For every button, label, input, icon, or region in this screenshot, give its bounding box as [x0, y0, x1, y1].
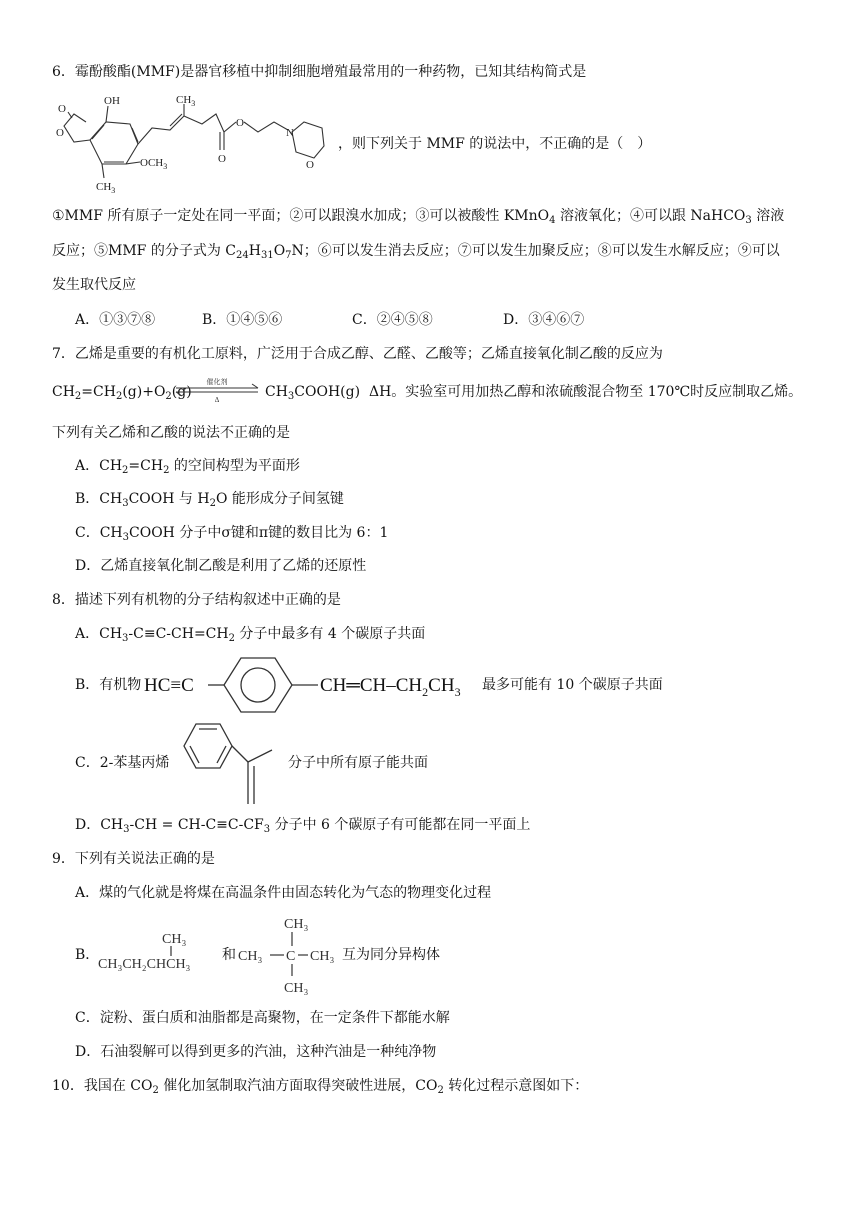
q8-b-structure [144, 652, 480, 718]
svg-text:CH3 [96, 181, 115, 195]
neopentane-right: CH₃ [310, 949, 335, 964]
catalyst-label: 催化剂 [206, 378, 228, 386]
q10-stem: 10．我国在 $CO_2$ 催化加氢制取汽油方面取得突破性进展，$CO_2$ 转化过程示意图如下： [52, 1078, 589, 1096]
q7-stem: 7．乙烯是重要的有机化工原料，广泛用于合成乙醇、乙醛、乙酸等；乙烯直接氧化制乙酸的反应为 [52, 346, 663, 362]
mmf-n: N [286, 127, 294, 139]
q6-option-b[interactable]: B．①④⑤⑥ [202, 312, 283, 328]
q7-option-b[interactable]: B．$CH_3COOH$ 与 $H_2O$ 能形成分子间氢键 [75, 491, 344, 509]
q8-option-b-prefix[interactable]: B．有机物 [75, 677, 142, 693]
ethynyl-group: HC≡C [144, 675, 194, 696]
q9-stem: 9．下列有关说法正确的是 [52, 851, 215, 867]
q7-option-d[interactable]: D．乙烯直接氧化制乙酸是利用了乙烯的还原性 [75, 558, 367, 574]
q9-option-c[interactable]: C．淀粉、蛋白质和油脂都是高聚物，在一定条件下都能水解 [75, 1010, 450, 1026]
neopentane-top: CH₃ [284, 917, 309, 932]
neopentane-left: CH₃ [238, 949, 263, 964]
mmf-och3-sub: 3 [163, 162, 168, 171]
q7-option-c[interactable]: C．$CH_3COOH$ 分子中σ键和π键的数目比为 6：1 [75, 525, 389, 543]
svg-text:OCH3 [140, 157, 167, 171]
q7-option-a[interactable]: A．$CH_2=CH_2$ 的空间构型为平面形 [75, 458, 300, 476]
butenyl-chain: $CH═CH-CH_2CH_3$ [320, 675, 461, 699]
q8-option-d[interactable]: D．$CH_3-CH = CH-C\equiv C-CF_3$ 分子中 6 个碳原子有可能都在同一平面上 [75, 817, 531, 835]
q9-option-a[interactable]: A．煤的气化就是将煤在高温条件由固态转化为气态的物理变化过程 [75, 885, 492, 901]
reversible-arrow [172, 376, 262, 404]
mmf-o5: O [306, 159, 314, 171]
q8-stem: 8．描述下列有机物的分子结构叙述中正确的是 [52, 592, 341, 608]
q6-statements-line2: 反应；⑤MMF 的分子式为 $C_{24}H_{31}O_7N$；⑥可以发生消去反应；⑦可以发生加聚反应；⑧可以发生水解反应；⑨可以 [52, 243, 780, 261]
q9-option-b-prefix[interactable]: B． [75, 947, 100, 963]
q9-option-d[interactable]: D．石油裂解可以得到更多的汽油，这种汽油是一种纯净物 [75, 1044, 437, 1060]
mmf-me-bottom-sub: 3 [111, 186, 116, 195]
svg-text:CH3 [176, 94, 195, 108]
q7-equation-left: $CH_2=CH_2(g)+O_2(g)$ [52, 384, 192, 402]
mmf-oh-label: OH [104, 95, 120, 107]
phenylpropene-structure [172, 720, 284, 812]
q9-and: 和 [222, 947, 236, 963]
heat-label: Δ [214, 396, 220, 404]
q7-ask: 下列有关乙烯和乙酸的说法不正确的是 [52, 425, 290, 441]
q6-option-d[interactable]: D．③④⑥⑦ [503, 312, 585, 328]
mmf-o1: O [58, 103, 66, 115]
neopentane-structure [236, 912, 342, 996]
methyl-branch: CH₃ [162, 932, 187, 947]
mmf-me-top-label: CH [176, 94, 192, 106]
q8-option-a[interactable]: A．$CH_3-C\equiv C-CH=CH_2$ 分子中最多有 4 个碳原子共面 [75, 626, 426, 644]
q8-option-c-prefix[interactable]: C．2-苯基丙烯 [75, 755, 170, 771]
mmf-och3-label: OCH [140, 157, 164, 169]
q6-statements-line1: ①MMF 所有原子一定处在同一平面；②可以跟溴水加成；③可以被酸性 KMnO$_4$ 溶液氧化；④可以跟 NaHCO$_3$ 溶液 [52, 208, 785, 226]
q6-option-a[interactable]: A．①③⑦⑧ [75, 312, 156, 328]
methylbutane-structure [96, 926, 220, 972]
q6-statements-line3: 发生取代反应 [52, 277, 136, 293]
q6-option-c[interactable]: C．②④⑤⑧ [352, 312, 433, 328]
mmf-structure [52, 92, 342, 200]
neopentane-bottom: CH₃ [284, 981, 309, 996]
mmf-o3: O [236, 117, 244, 129]
q7-equation-right: $CH_3COOH(g)$ ΔH。实验室可用加热乙醇和浓硫酸混合物至 170℃时反应制取乙烯。 [265, 384, 803, 402]
q8-option-b-suffix: 最多可能有 10 个碳原子共面 [482, 677, 663, 693]
main-chain: CH₃CH₂CHCH₃ [98, 957, 191, 972]
mmf-me-bottom-label: CH [96, 181, 112, 193]
mmf-o4: O [218, 153, 226, 165]
q6-stem: 6．霉酚酸酯(MMF)是器官移植中抑制细胞增殖最常用的一种药物，已知其结构简式是 [52, 64, 587, 80]
q9-option-b-suffix: 互为同分异构体 [342, 947, 440, 963]
q6-tail: ，则下列关于 MMF 的说法中，不正确的是（ ） [338, 136, 652, 152]
mmf-me-top-sub: 3 [191, 99, 196, 108]
mmf-o2: O [56, 127, 64, 139]
q8-option-c-suffix: 分子中所有原子能共面 [288, 755, 428, 771]
neopentane-center: C [286, 949, 296, 964]
